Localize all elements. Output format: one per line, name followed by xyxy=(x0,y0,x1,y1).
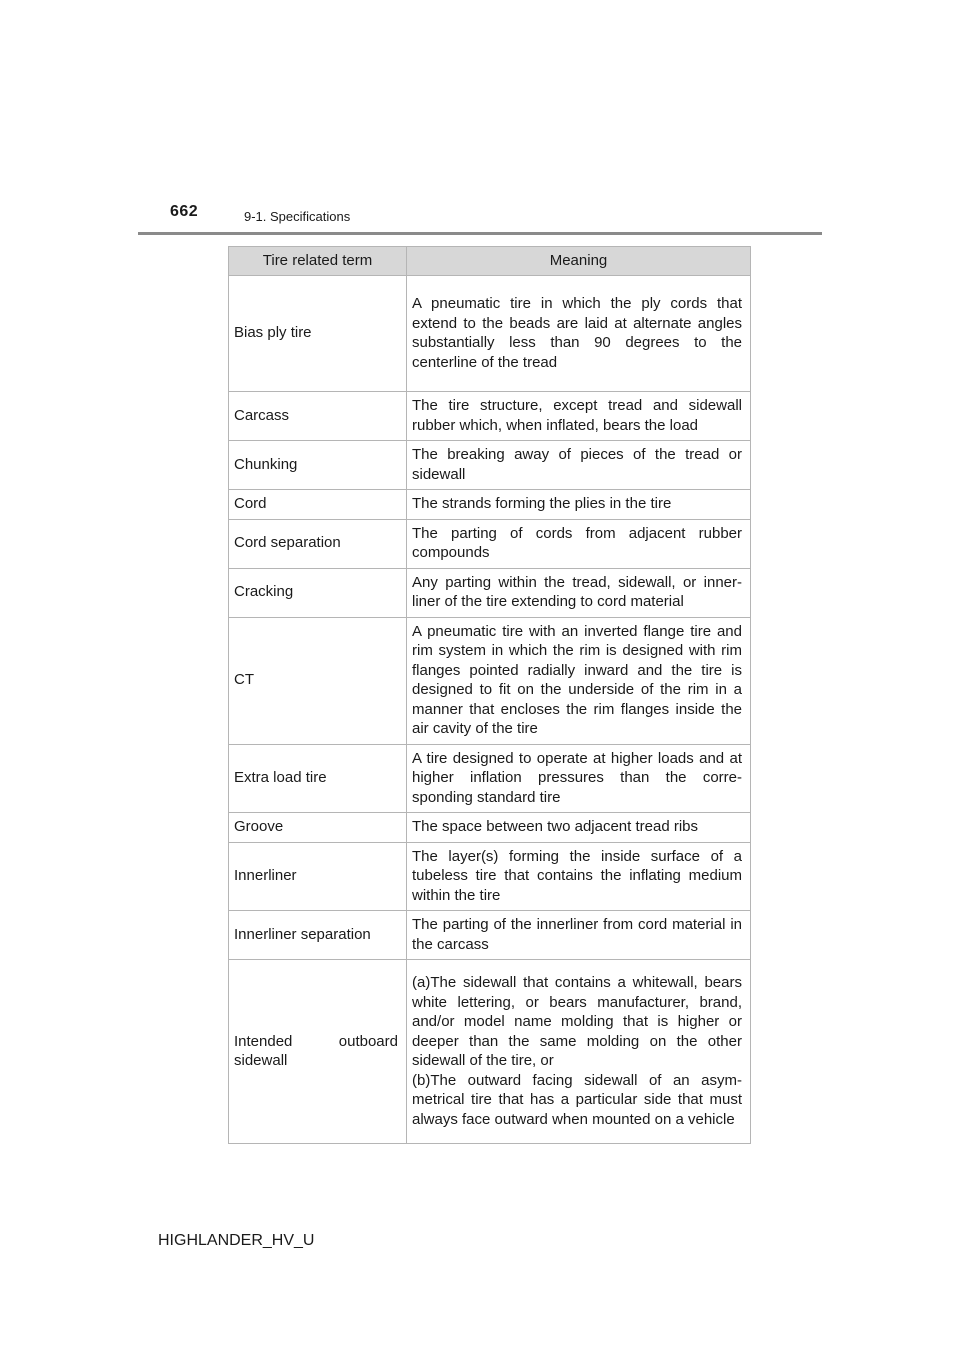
term-cell: Intended outboard sidewall xyxy=(229,960,407,1144)
term-cell: CT xyxy=(229,617,407,744)
meaning-cell: A tire designed to operate at higher loads and at higher inflation pressures than the corre-sponding standard tire xyxy=(407,744,751,813)
table-row xyxy=(229,392,751,441)
tire-terms-table xyxy=(228,246,751,1144)
term-cell: Carcass xyxy=(229,392,407,441)
term-cell: Chunking xyxy=(229,441,407,490)
term-cell: Cracking xyxy=(229,568,407,617)
meaning-cell: The parting of cords from adjacent rubber compounds xyxy=(407,519,751,568)
term-cell: Cord separation xyxy=(229,519,407,568)
meaning-cell: Any parting within the tread, sidewall, or inner-liner of the tire extending to cord material xyxy=(407,568,751,617)
term-cell: Groove xyxy=(229,813,407,843)
table-row xyxy=(229,617,751,744)
meaning-cell: The tire structure, except tread and sidewall rubber which, when inflated, bears the load xyxy=(407,392,751,441)
meaning-cell: The parting of the innerliner from cord material in the carcass xyxy=(407,911,751,960)
meaning-cell: The layer(s) forming the inside surface of a tubeless tire that contains the inflating medium within the tire xyxy=(407,842,751,911)
term-cell: Innerliner xyxy=(229,842,407,911)
table-row xyxy=(229,519,751,568)
table-row xyxy=(229,490,751,520)
term-cell: Extra load tire xyxy=(229,744,407,813)
meaning-cell: A pneumatic tire in which the ply cords that extend to the beads are laid at alternate angles substantially less than 90 degrees to the centerline of the tread xyxy=(407,276,751,392)
term-cell: Innerliner separation xyxy=(229,911,407,960)
meaning-part-b: (b)The outward facing sidewall of an asym-metrical tire that has a particular side that must always face outward when mounted on a vehicle xyxy=(412,1071,742,1128)
header-rule xyxy=(138,232,822,235)
meaning-part-a: (a)The sidewall that contains a whitewall, bears white lettering, or bears manufacturer, brand, and/or model name molding that is higher or deeper than the same molding on the other sidewall of the tire, or xyxy=(412,974,742,1069)
term-cell: Bias ply tire xyxy=(229,276,407,392)
table-header-row xyxy=(229,247,751,276)
table-row xyxy=(229,276,751,392)
meaning-cell xyxy=(407,960,751,1144)
table-row xyxy=(229,960,751,1144)
meaning-cell: The space between two adjacent tread ribs xyxy=(407,813,751,843)
column-header-term: Tire related term xyxy=(229,247,407,276)
meaning-cell: The strands forming the plies in the tire xyxy=(407,490,751,520)
table-row xyxy=(229,744,751,813)
meaning-cell: The breaking away of pieces of the tread or sidewall xyxy=(407,441,751,490)
table-row xyxy=(229,813,751,843)
table-row xyxy=(229,568,751,617)
table-row xyxy=(229,441,751,490)
table-row xyxy=(229,842,751,911)
meaning-cell: A pneumatic tire with an inverted flange tire and rim system in which the rim is designed with rim flanges pointed radially inward and the tire is designed to fit on the underside of the rim in a manner that encloses the rim flanges inside the air cavity of the tire xyxy=(407,617,751,744)
section-title: 9-1. Specifications xyxy=(244,209,351,224)
column-header-meaning: Meaning xyxy=(407,247,751,276)
page-number: 662 xyxy=(170,203,199,220)
table-row xyxy=(229,911,751,960)
footer-model-code: HIGHLANDER_HV_U xyxy=(158,1232,315,1249)
term-cell: Cord xyxy=(229,490,407,520)
